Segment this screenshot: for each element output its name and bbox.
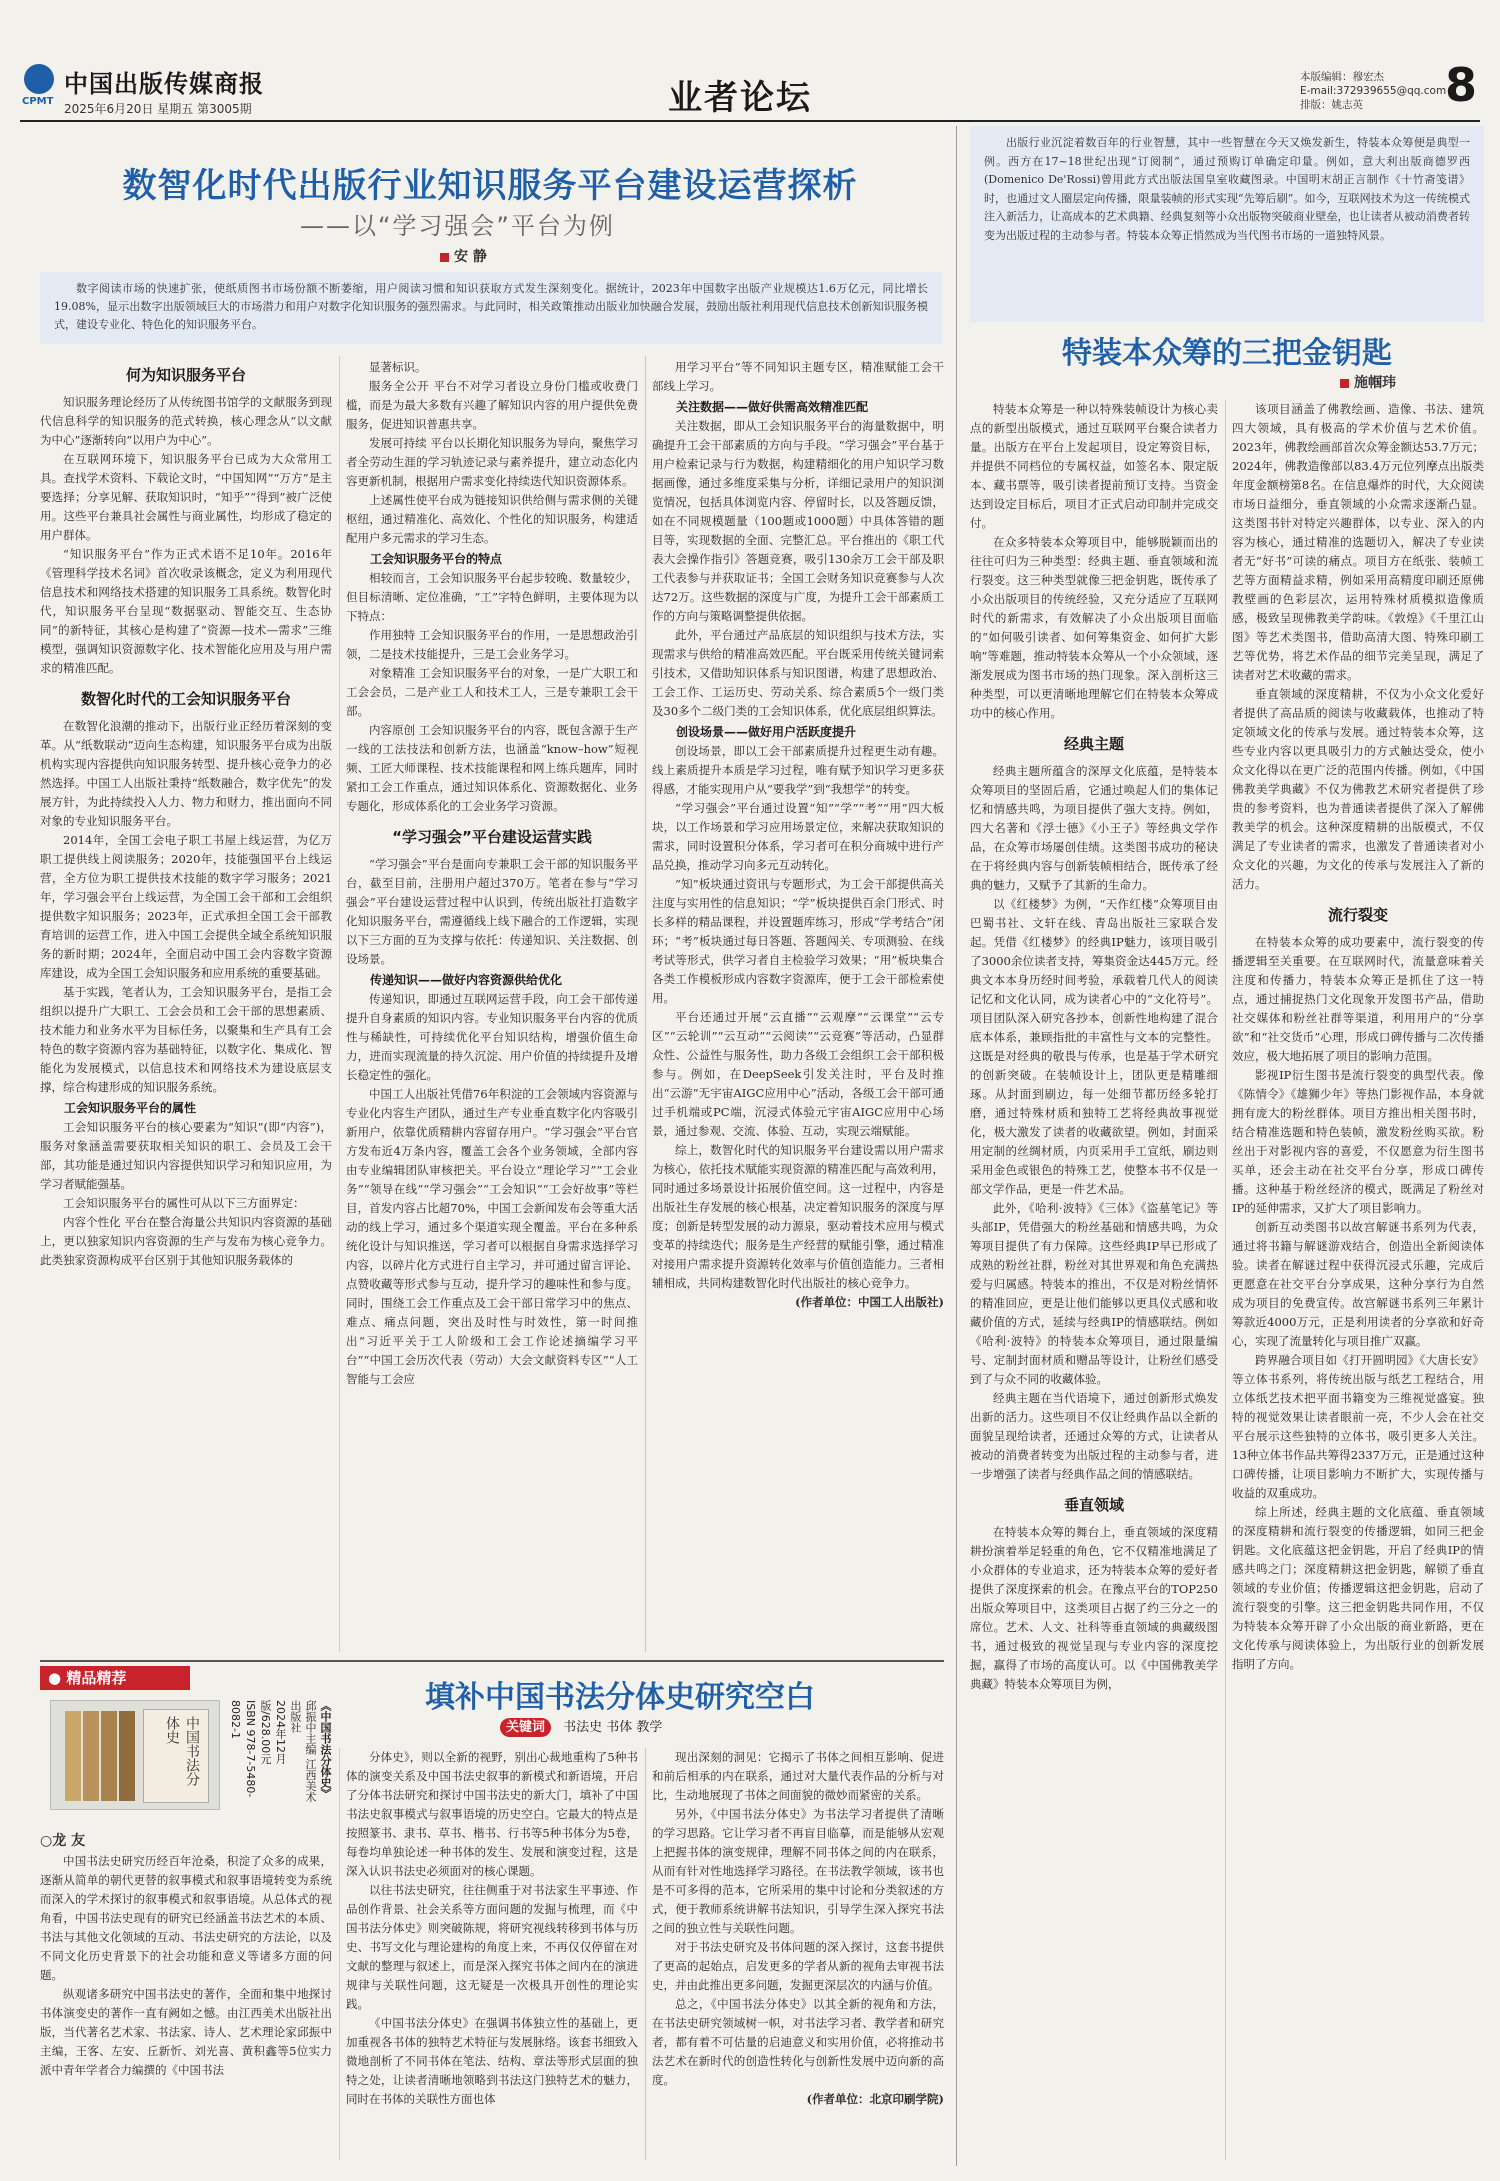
book-author: 邱振中主编 江西美术出版社 [289,1700,317,1803]
paragraph: 相较而言，工会知识服务平台起步较晚、数量较少，但目标清晰、定位准确，“工”字特色鲜明，主要体现为以下特点： [346,571,638,623]
author-marker-icon: ○ [40,1833,53,1849]
article1-col2 [346,358,638,1389]
article3-author [40,1830,85,1850]
paragraph: 以《红楼梦》为例，“天作红楼”众筹项目由巴蜀书社、文轩在线、青岛出版社三家联合发起。凭借《红楼梦》的经典IP魅力，该项目吸引了3000余位读者支持，筹集资金达445万元。经典文本本身历经时间考验，承载着几代人的阅读记忆和文化认同，成为读者心中的“文化符号”。项目团队深入研究各抄本，创新性地构建了混合底本体系，兼顾指批的丰富性与文本的完整性。这既是对经典的敬畏与传承，也是基于学术研究的创新突破。在装帧设计上，团队更是精雕细琢。从封面到刷边，每一处细节都历经多轮打磨，通过特殊材质和独特工艺将经典故事视觉化，极大激发了读者的收藏欲望。例如，封面采用定制的丝绸材质，内页采用手工宣纸，刷边则采用金色或银色的特殊工艺，使整本书不仅是一部文学作品，更是一件艺术品。 [970,897,1218,1196]
article1-col3 [652,358,944,1312]
article1-author [440,246,487,266]
article2-col2 [1232,400,1484,1674]
subheading: 传递知识——做好内容资源供给优化 [370,973,563,987]
article2-intro-box [970,126,1484,322]
paragraph: 总之，《中国书法分体史》以其全新的视角和方法，在书法史研究领域树一帜，对书法学习者、教学者和研究者，都有着不可估量的启迪意义和实用价值，必将推动书法艺术在新时代的创造性转化与创新性发展中迈向新的高度。 [652,1997,944,2087]
paragraph: 内容原创 工会知识服务平台的内容，既包含源于生产一线的工法技法和创新方法，也涵盖“know–how”短视频、工匠大师课程、技术技能课程和网上练兵题库，同时紧扣工会工作重点，通过知识体系化、资源数据化、业务专题化，形成体系化的工会业务学习资源。 [346,723,638,813]
article2-intro: 出版行业沉淀着数百年的行业智慧，其中一些智慧在今天又焕发新生，特装本众筹便是典型一例。西方在17~18世纪出现“订阅制”，通过预购订单确定印量。例如，意大利出版商德罗西(Domenico De'Rossi)曾用此方式出版法国皇室收藏图录。中国明末胡正言制作《十竹斋笺谱》时，也通过文人圈层定向传播，限量装帧的形式实现“先筹后刷”。如今，互联网技术为这一传统模式注入新活力，让高成本的艺术典籍、经典复刻等小众出版物突破商业壁垒，也让读者从被动消费者转变为出版过程的主动参与者。特装本众筹正悄然成为当代图书市场的一道独特风景。 [984,136,1470,242]
article1-col1 [40,354,332,1270]
paragraph: 纵观诸多研究中国书法史的著作，全面和集中地探讨书体演变史的著作一直有阙如之憾。由江西美术出版社出版，当代著名艺术家、书法家、诗人、艺术理论家邱振中主编，王客、左安、丘新忻、刘光喜、黄积鑫等5位实力派中青年学者合力编撰的《中国书法 [40,1987,332,2077]
paragraph: 综上，数智化时代的知识服务平台建设需以用户需求为核心，依托技术赋能实现资源的精准匹配与高效利用，同时通过多场景设计拓展价值空间。这一过程中，内容是出版社生存发展的核心根基，决定着知识服务的深度与厚度；创新是转型发展的动力源泉，驱动着技术应用与模式变革的持续迭代；服务是生产经营的赋能引擎，通过精准对接用户需求提升资源转化效率与价值创造能力。三者相辅相成，共同构建数智化时代出版社的核心竞争力。 [652,1143,944,1290]
paragraph: 上述属性使平台成为链接知识供给侧与需求侧的关键枢纽，通过精准化、高效化、个性化的知识服务，构建适配用户多元需求的学习生态。 [346,493,638,545]
layout-line: 排版：姚志英 [1300,99,1363,111]
article1-subtitle: ——以“学习强会”平台为例 [300,212,615,240]
paragraph: 在特装本众筹的舞台上，垂直领域的深度精耕扮演着举足轻重的角色，它不仅精准地满足了小众群体的专业追求，还为特装本众筹的爱好者提供了深度探索的机会。在豫点平台的TOP250出版众筹项目中，这类项目占据了约三分之一的席位。艺术、人文、社科等垂直领域的典藏级图书，通过极致的视觉呈现与专业内容的深度挖掘，赢得了市场的高度认可。以《中国佛教美学典藏》特装本众筹项目为例， [970,1525,1218,1691]
paragraph: 以往书法史研究，往往侧重于对书法家生平事迹、作品创作背景、社会关系等方面问题的发掘与梳理，而《中国书法分体史》则突破陈规，将研究视线转移到书体与历史、书写文化与理论建构的角度上来，不再仅仅停留在对文献的整理与叙述上，而是深入探究书体之间内在的演进规律与关联性问题，这无疑是一次极具开创性的理论实践。 [346,1883,638,2011]
editor-info [1300,70,1446,112]
book-spines [65,1711,135,1801]
author-unit: (作者单位：中国工人出版社) [795,1295,944,1309]
article2-author-name: 施帼玮 [1354,375,1396,391]
paragraph: “学习强会”平台是面向专兼职工会干部的知识服务平台，截至目前，注册用户超过370万。笔者在参与“学习强会”平台建设运营过程中认识到，传统出版社打造数字化知识服务平台，需遵循线上线下融合的工作逻辑，实现以下三方面的互为支撑与依托：传递知识、关注数据、创设场景。 [346,857,638,966]
book-isbn: ISBN 978-7-5480-8082-1 [229,1700,257,1798]
paragraph: “学习强会”平台通过设置“知”“学”“考”“用”四大板块，以工作场景和学习应用场景定位，来解决获取知识的需求，同时设置积分体系，学习者可在积分商城中进行产品兑换，推动学习向多元互动转化。 [652,801,944,872]
paragraph: 特装本众筹是一种以特殊装帧设计为核心卖点的新型出版模式，通过互联网平台聚合读者力量。出版方在平台上发起项目，设定筹资目标，并提供不同档位的专属权益，如签名本、限定版本、藏书票等，吸引读者提前预订支持。当资金达到设定目标后，项目才正式启动印制并完成交付。 [970,402,1218,530]
spine [83,1711,99,1801]
logo-text: CPMT [22,96,54,107]
date-line: 2025年6月20日 星期五 第3005期 [64,102,252,116]
editor-line: 本版编辑：穆宏杰 [1300,71,1384,83]
paragraph: 中国工人出版社凭借76年积淀的工会领域内容资源与专业化内容生产团队，通过生产专业垂直数字化内容吸引新用户，依靠优质精耕内容留存用户。“学习强会”平台官方发布近4万条内容，覆盖工会各个业务领域，全部内容由专业编辑团队审核把关。平台设立“理论学习”“工会业务”“领导在线”“学习强会”“工会知识”“工会好故事”等栏目，首发内容占比超70%，中国工会新闻发布会等重大活动的线上学习，通过多个渠道实现全覆盖。平台在多种系统化设计与知识推送，学习者可以根据自身需求选择学习内容，以碎片化方式进行自主学习，并可通过留言评论、点赞收藏等形式参与互动，提升学习的趣味性和参与度。同时，围绕工会工作重点及工会干部日常学习中的焦点、难点、痛点问题，突出及时性与时效性，第一时间推出“习近平关于工人阶级和工会工作论述摘编学习平台”“中国工会历次代表（劳动）大会文献资料专区”“人工智能与工会应 [346,1087,638,1386]
article1-lead-box [40,272,942,344]
article3-title: 填补中国书法分体史研究空白 [425,1680,815,1715]
column-label-icon: ● [48,1669,67,1687]
paragraph: 在数智化浪潮的推动下，出版行业正经历着深刻的变革。从“纸数联动”迈向生态构建，知识服务平台成为出版机构实现内容提供向知识服务转型、提升核心竞争力的必然选择。中国工人出版社秉持“纸数融合，数字优先”的发展方针，为此持续投入人力、物力和财力，推出面向不同对象的专业知识服务平台。 [40,719,332,828]
heading: 何为知识服务平台 [125,366,246,384]
paragraph: 工会知识服务平台的属性可从以下三方面界定： [63,1196,305,1210]
article3-col3 [652,1748,944,2109]
author-unit: (作者单位：北京印刷学院) [806,2092,944,2106]
column-divider [645,1748,646,2160]
paragraph: 垂直领域的深度精耕，不仅为小众文化爱好者提供了高品质的阅读与收藏载体，也推动了特定领域文化的传承与发展。通过特装本众筹，这些专业内容以更具吸引力的方式触达受众，使小众文化得以在更广泛的范围内传播。例如，《中国佛教美学典藏》不仅为佛教艺术研究者提供了珍贵的参考资料，也为普通读者提供了深入了解佛教美学的机会。这种深度精耕的出版模式，不仅满足了专业读者的需求，也激发了普通读者对小众文化的兴趣，为文化的传承与发展注入了新的活力。 [1232,687,1484,891]
paragraph: 经典主题在当代语境下，通过创新形式焕发出新的活力。这些项目不仅让经典作品以全新的面貌呈现给读者，还通过众筹的方式，让读者从被动的消费者转变为出版过程的主动参与者，进一步增强了读者与经典作品之间的情感联结。 [970,1391,1218,1481]
paragraph: 在特装本众筹的成功要素中，流行裂变的传播逻辑至关重要。在互联网时代，流量意味着关注度和传播力，特装本众筹正是抓住了这一特点，通过捕捉热门文化现象开发图书产品，借助社交媒体和粉丝社群等渠道，利用用户的“分享欲”和“社交货币”心理，形成口碑传播与二次传播效应，极大地拓展了项目的影响力范围。 [1232,935,1484,1063]
paragraph: 影视IP衍生图书是流行裂变的典型代表。像《陈情令》《雄狮少年》等热门影视作品，本身就拥有庞大的粉丝群体。项目方推出相关图书时，结合精准选题和特色装帧，激发粉丝购买欲。粉丝出于对影视内容的喜爱，不仅愿意为衍生图书买单，还会主动在社交平台分享，形成口碑传播。这种基于粉丝经济的模式，既满足了粉丝对IP的延伸需求，又扩大了项目影响力。 [1232,1068,1484,1215]
article2-title: 特装本众筹的三把金钥匙 [1062,336,1392,371]
author-marker-icon [440,253,449,262]
article1-author-name: 安 静 [454,249,487,265]
paragraph: 服务全公开 平台不对学习者设立身份门槛或收费门槛，而是为最大多数有兴趣了解知识内容的用户提供免费服务，促进知识普惠共享。 [346,379,638,431]
paragraph: 跨界融合项目如《打开圆明园》《大唐长安》等立体书系列，将传统出版与纸艺工程结合，用立体纸艺技术把平面书籍变为三维视觉盛宴。独特的视觉效果让读者眼前一亮，不少人会在社交平台展示这些独特的立体书，吸引更多人关注。13种立体书作品共筹得2337万元，正是通过这种口碑传播，让项目影响力不断扩大，实现传播与收益的双重成功。 [1232,1353,1484,1500]
paragraph: “知”板块通过资讯与专题形式，为工会干部提供高关注度与实用性的信息知识；“学”板块提供百余门形式、时长多样的精品课程，并设置题库练习，形成“学考结合”闭环；“考”板块通过每日答题、答题闯关、专项测验、在线考试等形式，供学习者自主检验学习效果；“用”板块集合各类工作模板形成内容数字资源库，便于工会干部检索使用。 [652,877,944,1005]
paragraph: 分体史》，则以全新的视野，别出心裁地重构了5种书体的演变关系及中国书法史叙事的新模式和新语境，开启了分体书法研究和探讨中国书法史的新大门，填补了中国书法史叙事模式与叙事语境的历史空白。它最大的特点是按照篆书、隶书、草书、楷书、行书等5种书体分为5卷，每卷均单独论述一种书体的发生、发展和演变过程，这是深入认识书法史必须面对的核心课题。 [346,1750,638,1878]
subheading: 工会知识服务平台的属性 [64,1101,197,1115]
spine [101,1711,117,1801]
spine [119,1711,135,1801]
paragraph: 现出深刻的洞见：它揭示了书体之间相互影响、促进和前后相承的内在联系，通过对大量代表作品的分析与对比，生动地展现了书体之间面貌的微妙而紧密的关系。 [652,1750,944,1802]
heading: 流行裂变 [1327,906,1388,924]
paragraph: 工会知识服务平台的核心要素为“知识”(即“内容”)，服务对象涵盖需要获取相关知识的职工、会员及工会干部，其功能是通过知识内容提供知识学习和知识应用，为学习者赋能强基。 [40,1120,332,1191]
article2-col1 [970,400,1218,1694]
paragraph: 显著标识。 [369,360,427,374]
paragraph: 在互联网环境下，知识服务平台已成为大众常用工具。查找学术资料、下载论文时，“中国知网”“万方”是主要选择；分享见解、获取知识时，“知乎”“得到”被广泛使用。这些平台兼具社会属性与商业属性，均形成了稳定的用户群体。 [40,452,332,542]
book-info [228,1700,333,1810]
paragraph: 经典主题所蕴含的深厚文化底蕴，是特装本众筹项目的坚固后盾，它通过唤起人们的集体记忆和情感共鸣，为项目提供了强大支持。例如，四大名著和《浮士德》《小王子》等经典文学作品，在众筹市场屡创佳绩。这类图书成功的秘诀在于将经典内容与创新装帧相结合，既传承了经典的魅力，又赋予了其新的生命力。 [970,764,1218,892]
book-date-price: 2024年12月版/628.00元 [259,1700,287,1765]
masthead-rule [20,120,1480,122]
paragraph: 作用独特 工会知识服务平台的作用，一是思想政治引领，二是技术技能提升，三是工会业务学习。 [346,628,638,661]
book-title: 《中国书法分体史》 [319,1700,332,1799]
paragraph: 基于实践，笔者认为，工会知识服务平台，是指工会组织以提升广大职工、工会会员和工会干部的思想素质、技术能力和业务水平为目标任务，以聚集和生产具有工会特色的数字资源内容为基础特征，以数字化、集成化、智能化为发展模式，以信息技术和网络技术为建设底层支撑，综合构建形成的知识服务系统。 [40,985,332,1094]
paragraph: 关注数据，即从工会知识服务平台的海量数据中，明确提升工会干部素质的方向与手段。“学习强会”平台基于用户检索记录与行为数据，构建精细化的用户知识学习数据画像，通过多维度采集与分析，详细记录用户的知识浏览情况，包括具体浏览内容、停留时长，以及答题反馈，如在不同规模题量（100题或1000题）中具体答错的题目等，实现数据的全面、完整汇总。平台推出的《职工代表大会操作指引》答题竞赛，吸引130余万工会干部及职工代表参与并获取证书；全国工会财务知识竞赛参与人次达72万。这些数据的深度与广度，为提升工会干部素质工作的方向与策略调整提供依据。 [652,419,944,623]
heading: 数智化时代的工会知识服务平台 [80,690,291,708]
heading: 垂直领域 [1063,1496,1124,1514]
paragraph: 发展可持续 平台以长期化知识服务为导向，聚焦学习者全劳动生涯的学习轨迹记录与素养提升，建立动态化内容更新机制，根据用户需求变化持续迭代知识资源体系。 [346,436,638,488]
section-divider [956,126,957,2166]
page-number: 8 [1445,58,1478,112]
column-divider [339,356,340,1652]
subheading: 创设场景——做好用户活跃度提升 [676,725,857,739]
column-divider [339,1748,340,2160]
author-marker-icon [1340,379,1349,388]
paragraph: 平台还通过开展“云直播”“云观摩”“云课堂”“云专区”“云轮训”“云互动”“云阅读”“云竞赛”等活动，凸显群众性、公益性与服务性，助力各级工会组织工会干部积极参与。例如，在DeepSeek引发关注时，平台及时推出“云游”无宇宙AIGC应用中心”活动，各级工会干部可通过手机端或PC端，沉浸式体验元宇宙AIGC应用中心场景，通过参观、交流、体验、互动，实现云端赋能。 [652,1010,944,1138]
article3-top-rule [40,1660,944,1662]
paragraph: 综上所述，经典主题的文化底蕴、垂直领域的深度精耕和流行裂变的传播逻辑，如同三把金钥匙。文化底蕴这把金钥匙，开启了经典IP的情感共鸣之门；深度精耕这把金钥匙，解锁了垂直领域的专业价值；传播逻辑这把金钥匙，启动了流行裂变的引擎。这三把金钥匙共同作用，不仅为特装本众筹开辟了小众出版的商业新路，更在文化传承与阅读体验上，为出版行业的创新发展指明了方向。 [1232,1505,1484,1671]
paragraph: 对象精准 工会知识服务平台的对象，一是广大职工和工会会员，二是产业工人和技术工人，三是专兼职工会干部。 [346,666,638,718]
book-cover-image [50,1700,220,1810]
paragraph: 中国书法史研究历经百年沧桑，积淀了众多的成果，逐渐从简单的朝代更替的叙事模式和叙事语境转变为系统而深入的学术探讨的叙事模式和叙事语境。从总体式的视角看，中国书法史现有的研究已经涵盖书法艺术的本质、书法与其他文化领域的互动、书法史研究的方法论，以及不同文化历史背景下的社会功能和意义等诸多方面的问题。 [40,1854,332,1982]
paragraph: 创设场景，即以工会干部素质提升过程更生动有趣。线上素质提升本质是学习过程，唯有赋予知识学习更多获得感，才能实现用户从“要我学”到“我想学”的转变。 [652,744,944,796]
paragraph: 另外，《中国书法分体史》为书法学习者提供了清晰的学习思路。它让学习者不再盲目临摹，而是能够从宏观上把握书体的演变规律，理解不同书体之间的内在联系，从而有针对性地选择学习路径。在书法教学领域，该书也是不可多得的范本，它所采用的集中讨论和分类叙述的方式，便于教师系统讲解书法知识，引导学生深入探究书法之间的独立性与关联性问题。 [652,1807,944,1935]
paragraph: 在众多特装本众筹项目中，能够脱颖而出的往往可归为三种类型：经典主题、垂直领域和流行裂变。这三种类型就像三把金钥匙，既传承了小众出版项目的传统经验，又充分适应了互联网时代的新需求，有效解决了小众出版项目面临的“如何吸引读者、如何筹集资金、如何扩大影响”等难题，推动特装本众筹从一个小众领域，逐渐发展成为图书市场的热门现象。深入剖析这三种类型，可以更清晰地理解它们在特装本众筹成功中的核心作用。 [970,535,1218,720]
article3-col2 [346,1748,638,2109]
paragraph: 2014年，全国工会电子职工书屋上线运营，为亿万职工提供线上阅读服务；2020年，技能强国平台上线运营，全方位为职工提供技术技能的数字学习服务；2021年，学习强会平台上线运营，为全国工会干部和工会组织提供数字知识服务；2023年，正式承担全国工会干部教育培训的运营工作，进入中国工会提供全域全系统知识服务的新时期；2024年，全面启动中国工会内容数字资源库建设，成为全国工会知识服务和应用系统的重要基础。 [40,833,332,980]
paragraph: 此外，平台通过产品底层的知识组织与技术方法，实现需求与供给的精准高效匹配。平台既采用传统关键词索引技术，又借助知识体系与知识图谱，构建了思想政治、工会工作、工运历史、劳动关系、综合素质5个一级门类及30多个二级门类的工会知识体系，优化底层组织算法。 [652,628,944,718]
paragraph: 传递知识，即通过互联网运营手段，向工会干部传递提升自身素质的知识内容。专业知识服务平台内容的优质性与稀缺性，可持续优化平台知识结构，增强价值生命力，进而实现流量的持久沉淀、用户价值的持续提升及增长稳定性的强化。 [346,992,638,1082]
paragraph: 知识服务理论经历了从传统图书馆学的文献服务到现代信息科学的知识服务的范式转换，核心理念从“以文献为中心”逐渐转向“以用户为中心”。 [40,395,332,447]
heading: 经典主题 [1063,735,1124,753]
article2-author [1340,372,1396,392]
article1-title: 数智化时代出版行业知识服务平台建设运营探析 [122,166,858,206]
paragraph: 《中国书法分体史》在强调书体独立性的基础上，更加重视各书体的独特艺术特征与发展脉络。该套书细致入微地剖析了不同书体在笔法、结构、章法等形式层面的独特之处，让读者清晰地领略到书法这门独特艺术的魅力，同时在书体的关联性方面也体 [346,2016,638,2106]
subheading: 工会知识服务平台的特点 [370,552,503,566]
paragraph: 内容个性化 平台在整合海量公共知识内容资源的基础上，更以独家知识内容资源的生产与发布为核心竞争力。此类独家资源构成平台区别于其他知识服务载体的 [40,1215,332,1267]
keywords-row [500,1716,662,1735]
paragraph: 对于书法史研究及书体问题的深入探讨，这套书提供了更高的起始点，启发更多的学者从新的视角去审视书法史，并由此推出更多问题，发掘更深层次的内涵与价值。 [652,1940,944,1992]
column-divider [645,356,646,1652]
keywords-text: 书法史 书体 教学 [563,1720,663,1735]
column-label-text: 精品精荐 [66,1669,127,1687]
book-front [143,1709,209,1803]
section-title: 业者论坛 [668,78,812,118]
subheading: 关注数据——做好供需高效精准匹配 [676,400,869,414]
paper-name: 中国出版传媒商报 [64,70,264,98]
paragraph: 此外，《哈利·波特》《三体》《盗墓笔记》等头部IP，凭借强大的粉丝基础和情感共鸣，为众筹项目提供了有力保障。这些经典IP早已形成了成熟的粉丝社群，粉丝对其世界观和角色充满热爱与归属感。特装本的推出，不仅是对粉丝情怀的精准回应，更是让他们能够以更具仪式感和收藏价值的方式，延续与经典IP的情感联结。例如《哈利·波特》的特装本众筹项目，通过限量编号、定制封面材质和赠品等设计，让粉丝们感受到了与众不同的收藏体验。 [970,1201,1218,1386]
spine [65,1711,81,1801]
heading: “学习强会”平台建设运营实践 [392,828,592,846]
email-line: E-mail:372939655@qq.com [1300,85,1447,97]
paragraph: 用学习平台”等不同知识主题专区，精准赋能工会干部线上学习。 [652,360,944,393]
column-label [40,1666,190,1690]
article3-author-name: 龙 友 [52,1833,86,1849]
paragraph: 创新互动类图书以故宫解谜书系列为代表，通过将书籍与解谜游戏结合，创造出全新阅读体验。读者在解谜过程中获得沉浸式乐趣，完成后更愿意在社交平台分享成果，这种分享行为自然成为项目的免费宣传。故宫解谜书系列三年累计筹款近4000万元，正是利用读者的分享欲和好奇心，实现了流量转化与项目推广双赢。 [1232,1220,1484,1348]
paragraph: 该项目涵盖了佛教绘画、造像、书法、建筑四大领域，具有极高的学术价值与艺术价值。2023年，佛教绘画部首次众筹金额达53.7万元；2024年，佛教造像部以83.4万元位列摩点出版类年度金额榜第8名。在信息爆炸的时代，大众阅读市场日益细分，垂直领域的小众需求逐渐凸显。这类图书针对特定兴趣群体，以专业、深入的内容为核心，通过精准的选题切入，解决了专业读者无“好书”可读的痛点。项目方在纸张、装帧工艺等方面精益求精，例如采用高精度印刷还原佛教壁画的色彩层次，运用特殊材质模拟造像质感，极致呈现佛教美学韵味。《敦煌》《千里江山图》等艺术类图书，借助高清大图、特殊印刷工艺等优势，将艺术作品的细节完美呈现，满足了读者对艺术收藏的需求。 [1232,402,1484,682]
article3-col1 [40,1852,332,2080]
paragraph: “知识服务平台”作为正式术语不足10年。2016年《管理科学技术名词》首次收录该概念，定义为利用现代信息技术和网络技术搭建的知识服务工具系统。数智化时代，知识服务平台呈现“数据驱动、智能交互、生态协同”的新特征，其核心是构建了“资源—技术—需求”三维模型，强调知识资源数字化、技术智能化应用及与用户需求的精准匹配。 [40,547,332,675]
newspaper-logo-icon [24,64,54,94]
keywords-tag: 关键词 [500,1718,551,1737]
column-divider [1225,400,1226,2160]
book-cover-text: 中国书法分体史 [164,1716,200,1786]
article1-lead: 数字阅读市场的快速扩张，使纸质图书市场份额不断萎缩，用户阅读习惯和知识获取方式发生深刻变化。据统计，2023年中国数字出版产业规模达1.6万亿元，同比增长19.08%，显示出数字出版领域巨大的市场潜力和用户对数字化知识服务的强烈需求。与此同时，相关政策推动出版业加快融合发展，鼓励出版社利用现代信息技术创新知识服务模式，建设专业化、特色化的知识服务平台。 [54,282,928,331]
